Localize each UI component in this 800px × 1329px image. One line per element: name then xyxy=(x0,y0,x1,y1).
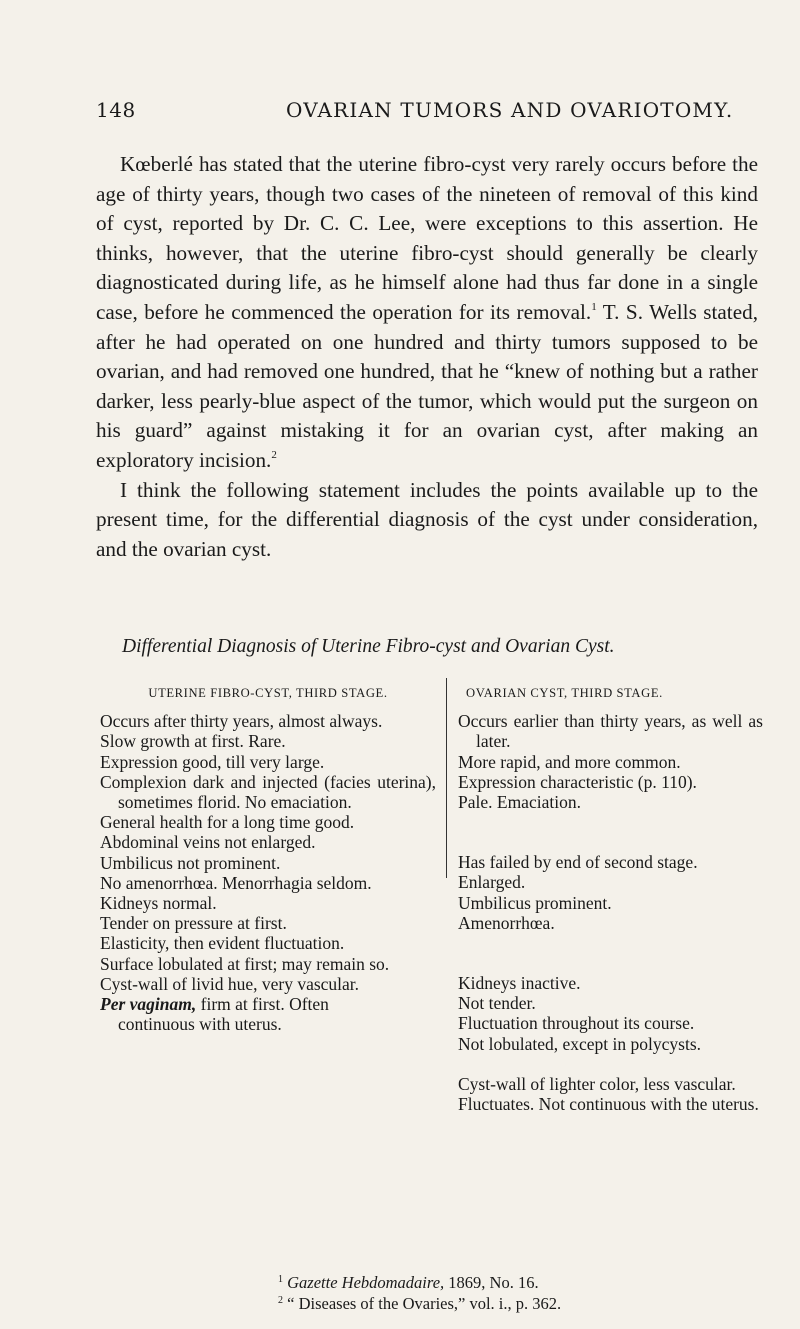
ovarian-entry: Enlarged. xyxy=(458,872,526,893)
ovarian-entry: Amenorrhœa. xyxy=(458,912,555,933)
ovarian-entry: Umbilicus prominent. xyxy=(458,892,612,913)
uterine-entry: No amenorrhœa. Menorrhagia seldom. xyxy=(100,872,372,893)
uterine-entry: Complexion dark and injected (facies uterina), sometimes florid. No emaciation. xyxy=(100,771,436,813)
uterine-entry: Occurs after thirty years, almost always. xyxy=(100,711,383,732)
ovarian-entry: Fluctuates. Not continuous with the uterus. xyxy=(458,1094,759,1115)
uterine-entry: Cyst-wall of livid hue, very vascular. xyxy=(100,973,360,994)
ovarian-column-heading: OVARIAN CYST, THIRD STAGE. xyxy=(466,686,663,700)
body-text xyxy=(96,150,758,564)
footnote-ref-2: 2 xyxy=(271,448,277,461)
uterine-entry: Slow growth at first. Rare. xyxy=(100,731,286,752)
uterine-entry: Umbilicus not prominent. xyxy=(100,852,281,873)
uterine-entry: Kidneys normal. xyxy=(100,893,217,914)
uterine-entry: Expression good, till very large. xyxy=(100,751,325,772)
uterine-entry: Tender on pressure at first. xyxy=(100,913,287,934)
paragraph-2: I think the following statement includes the points available up to the present time, for the differential diagnosis of the cyst under consideration, and the ovarian cyst. xyxy=(96,477,758,561)
ovarian-entry: Not tender. xyxy=(458,993,536,1014)
page-number: 148 xyxy=(96,98,136,122)
table-title: Differential Diagnosis of Uterine Fibro-cyst and Ovarian Cyst. xyxy=(122,636,615,657)
paragraph-1: Kœberlé has stated that the uterine fibro-cyst very rarely occurs before the age of thirty years, though two cases of the nineteen of removal of this kind of cyst, reported by Dr. C. C. Lee, were exceptions to this assertion. He thinks, however, that the uterine fibro-cyst should generally be clearly diagnosticated during life, as he himself alone had thus far done in a single case, before he commenced the operation for its removal.$^1$ T. S. Wells stated, after he had operated on one hundred and thirty tumors supposed to be ovarian, and had removed one hundred, that he “knew of nothing but a rather darker, less pearly-blue aspect of the tumor, which would put the surgeon on his guard” against mistaking it for an ovarian cyst, after making an exploratory incision.$^2$ xyxy=(96,152,758,472)
column-divider xyxy=(446,678,447,878)
ovarian-entry: Pale. Emaciation. xyxy=(458,792,581,813)
ovarian-entry: Kidneys inactive. xyxy=(458,973,581,994)
footnote-1: $^1$ Gazette Hebdomadaire, 1869, No. 16. xyxy=(278,1273,539,1292)
ovarian-entry: Occurs earlier than thirty years, as well as later. xyxy=(458,711,763,752)
footnotes xyxy=(278,1272,561,1314)
running-title: OVARIAN TUMORS AND OVARIOTOMY. xyxy=(286,98,734,122)
uterine-entry: General health for a long time good. xyxy=(100,812,355,833)
uterine-entry-per-vaginam: Per vaginam, firm at first. Often continuous with uterus. xyxy=(100,994,329,1035)
ovarian-entry: Cyst-wall of lighter color, less vascular. xyxy=(458,1073,736,1094)
uterine-entry: Abdominal veins not enlarged. xyxy=(100,832,316,853)
ovarian-entry: Expression characteristic (p. 110). xyxy=(458,771,697,792)
ovarian-entry: Fluctuation throughout its course. xyxy=(458,1013,695,1034)
ovarian-column xyxy=(458,683,763,1114)
footnote-ref-1: 1 xyxy=(591,300,597,313)
uterine-column-heading: UTERINE FIBRO-CYST, THIRD STAGE. xyxy=(148,686,388,700)
ovarian-entry: More rapid, and more common. xyxy=(458,751,681,772)
uterine-entry: Elasticity, then evident fluctuation. xyxy=(100,933,345,954)
ovarian-entry: Not lobulated, except in polycysts. xyxy=(458,1033,702,1054)
uterine-entry: Surface lobulated at first; may remain so. xyxy=(100,953,390,974)
ovarian-entry: Has failed by end of second stage. xyxy=(458,852,698,873)
uterine-column xyxy=(100,683,436,1034)
footnote-2: $^2$ “ Diseases of the Ovaries,” vol. i., p. 362. xyxy=(278,1294,562,1313)
